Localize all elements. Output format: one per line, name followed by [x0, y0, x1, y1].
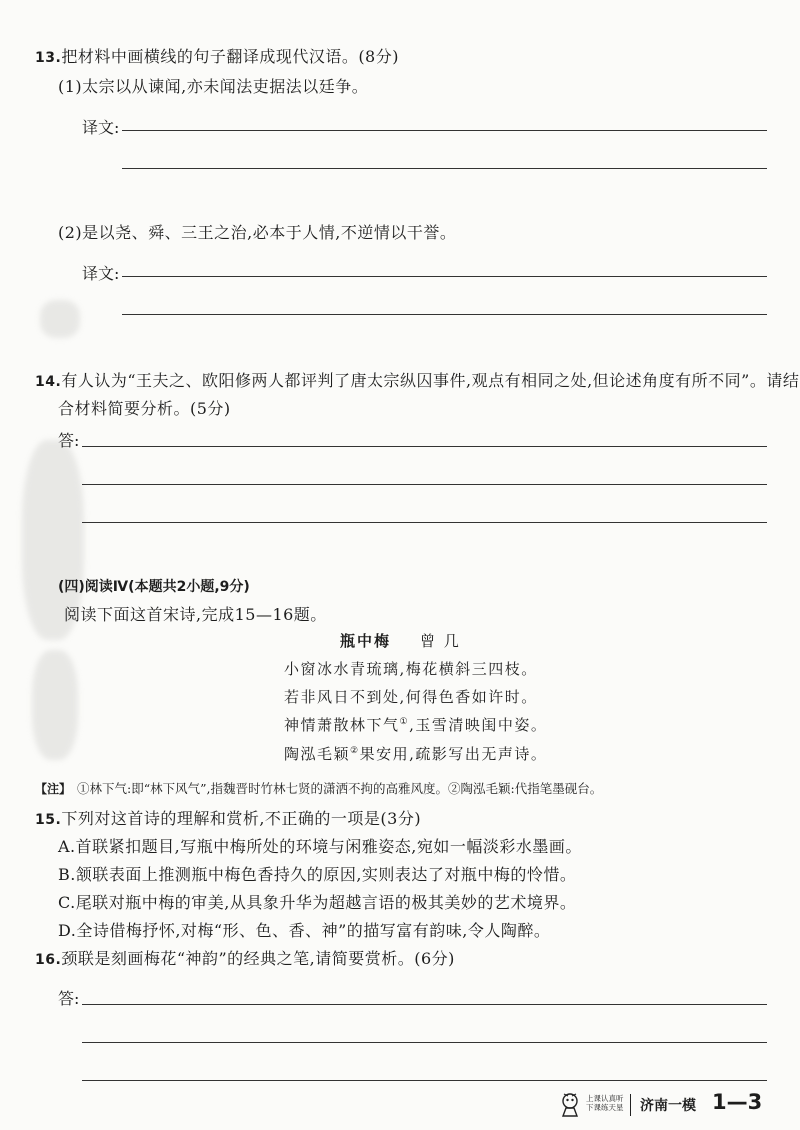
question-text: 下列对这首诗的理解和赏析,不正确的一项是(3分)	[61, 809, 422, 828]
footer-divider	[630, 1094, 631, 1116]
poem-line	[284, 743, 547, 764]
slogan-bottom: 下课练天星	[586, 1103, 624, 1112]
answer-line[interactable]	[82, 1004, 767, 1005]
mascot-icon	[556, 1090, 584, 1118]
footnote-marker: ①	[399, 717, 410, 727]
footnote-marker: ②	[350, 746, 360, 756]
question-number: 16.	[35, 952, 62, 968]
answer-label: 译文:	[82, 264, 120, 283]
answer-line[interactable]	[122, 276, 767, 277]
footer-exam-name: 济南一模	[640, 1098, 696, 1114]
answer-line[interactable]	[82, 1042, 767, 1043]
answer-line[interactable]	[122, 130, 767, 131]
answer-label: 答:	[58, 989, 80, 1008]
answer-line[interactable]	[82, 446, 767, 447]
option-d[interactable]: D.全诗借梅抒怀,对梅“形、色、香、神”的描写富有韵味,令人陶醉。	[58, 921, 551, 940]
question-14-prompt	[35, 368, 799, 391]
poem-line: 小窗冰水青琉璃,梅花横斜三四枝。	[284, 660, 538, 678]
poem-author: 曾 几	[420, 632, 461, 650]
scan-smudge	[40, 300, 80, 338]
poem-title: 瓶中梅	[340, 632, 392, 650]
answer-label: 答:	[58, 431, 80, 450]
question-number: 13.	[35, 50, 62, 66]
question-13-sub2: (2)是以尧、舜、三王之治,必本于人情,不逆情以干誉。	[58, 223, 457, 242]
question-number: 14.	[35, 374, 62, 390]
poem-line	[284, 714, 547, 735]
section-instruction: 阅读下面这首宋诗,完成15—16题。	[64, 605, 327, 624]
answer-line[interactable]	[122, 168, 767, 169]
poem-line-end: ,玉雪清映闺中姿。	[409, 716, 548, 734]
question-number: 15.	[35, 812, 62, 828]
poem-note	[35, 778, 602, 797]
option-b[interactable]: B.颔联表面上推测瓶中梅色香持久的原因,实则表达了对瓶中梅的怜惜。	[58, 865, 577, 884]
footer-slogan	[586, 1094, 624, 1112]
question-14-prompt-cont: 合材料简要分析。(5分)	[58, 399, 231, 418]
scan-smudge	[32, 650, 78, 760]
answer-line[interactable]	[122, 314, 767, 315]
page-number: 1—3	[712, 1090, 763, 1114]
note-text: ①林下气:即“林下风气”,指魏晋时竹林七贤的潇洒不拘的高雅风度。②陶泓毛颖:代指笔墨砚台。	[77, 781, 603, 796]
section-title: (四)阅读Ⅳ(本题共2小题,9分)	[58, 579, 250, 595]
poem-line-start: 神情萧散林下气	[284, 716, 400, 734]
slogan-top: 上课认真听	[586, 1094, 624, 1103]
poem-line-end: 果安用,疏影写出无声诗。	[359, 745, 548, 763]
mascot-logo	[556, 1090, 584, 1118]
question-text: 把材料中画横线的句子翻译成现代汉语。(8分)	[61, 47, 399, 66]
answer-line[interactable]	[82, 522, 767, 523]
note-tag: 【注】	[35, 782, 72, 796]
question-15-prompt	[35, 806, 421, 829]
question-text: 有人认为“王夫之、欧阳修两人都评判了唐太宗纵囚事件,观点有相同之处,但论述角度有所不同”。请结	[61, 371, 800, 390]
answer-line[interactable]	[82, 484, 767, 485]
option-a[interactable]: A.首联紧扣题目,写瓶中梅所处的环境与闲雅姿态,宛如一幅淡彩水墨画。	[58, 837, 582, 856]
poem-line-start: 陶泓毛颖	[284, 745, 351, 763]
answer-label: 译文:	[82, 118, 120, 137]
poem-line: 若非风日不到处,何得色香如许时。	[284, 688, 538, 706]
question-16-prompt	[35, 946, 455, 969]
question-13-prompt	[35, 44, 399, 67]
option-c[interactable]: C.尾联对瓶中梅的审美,从具象升华为超越言语的极其美妙的艺术境界。	[58, 893, 577, 912]
question-13-sub1: (1)太宗以从谏闻,亦未闻法吏据法以廷争。	[58, 77, 369, 96]
answer-line[interactable]	[82, 1080, 767, 1081]
question-text: 颈联是刻画梅花“神韵”的经典之笔,请简要赏析。(6分)	[61, 949, 455, 968]
